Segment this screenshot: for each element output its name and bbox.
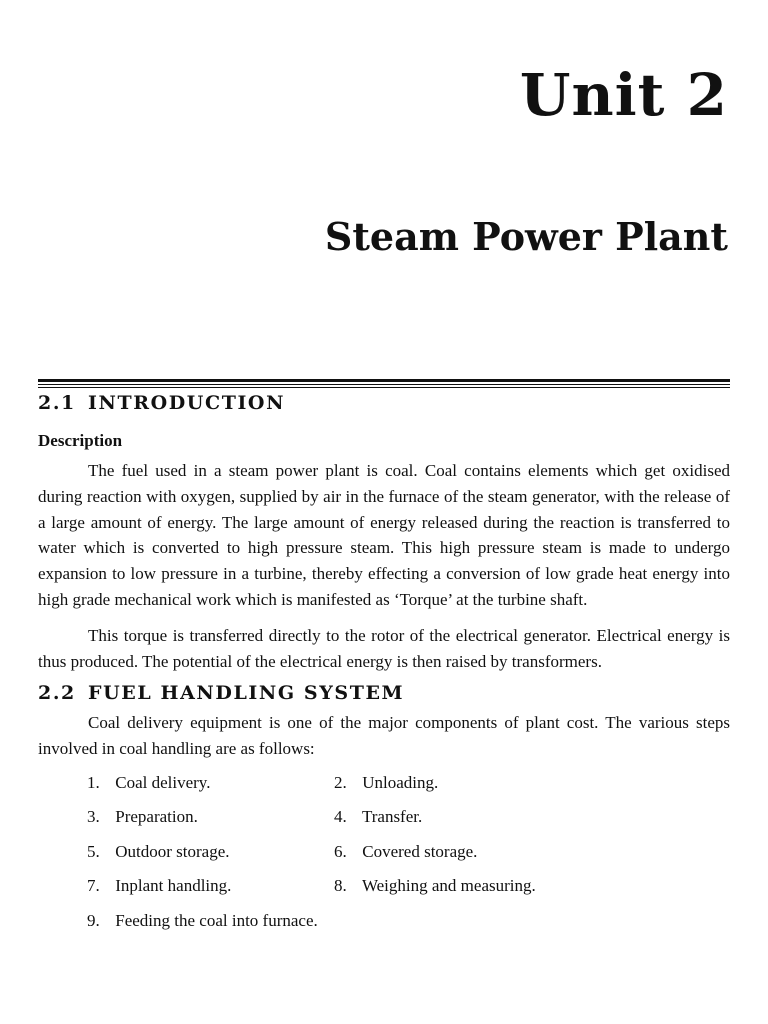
divider-rule — [38, 384, 730, 385]
list-item: 6. Covered storage. — [334, 841, 478, 861]
fuel-paragraph: Coal delivery equipment is one of the major components of plant cost. The various steps involved in coal handling are as follows: — [38, 713, 730, 759]
subheading-description: Description — [38, 431, 123, 450]
list-item: 1. Coal delivery. — [87, 772, 211, 792]
unit-title: Unit 2 — [519, 61, 728, 129]
section-heading-fuel-handling — [38, 680, 730, 710]
section-heading-introduction — [38, 390, 730, 420]
list-item: 7. Inplant handling. — [87, 876, 232, 896]
list-row — [38, 800, 730, 835]
section-title: INTRODUCTION — [88, 392, 286, 414]
list-item: 8. Weighing and measuring. — [334, 876, 536, 896]
section-title: FUEL HANDLING SYSTEM — [88, 682, 405, 705]
list-item: 9. Feeding the coal into furnace. — [87, 910, 318, 930]
list-item: 3. Preparation. — [87, 807, 198, 827]
section-number: 2.2 — [38, 682, 76, 705]
list-row — [38, 766, 730, 801]
divider-rule — [38, 387, 730, 388]
list-row — [38, 835, 730, 870]
intro-paragraph: The fuel used in a steam power plant is coal. Coal contains elements which get oxidised during reaction with oxygen, supplied by air in the furnace of the steam generator, with the release of a large amount of energy. The large amount of energy released during the reaction is transferred to water which is converted to high pressure steam. This high pressure steam is made to undergo expansion to low pressure in a turbine, thereby effecting a conversion of low grade heat energy into high grade mechanical work which is manifested as ‘Torque’ at the turbine shaft. — [38, 461, 730, 609]
divider-rule — [38, 379, 730, 382]
list-item: 5. Outdoor storage. — [87, 841, 230, 861]
section-number: 2.1 — [38, 392, 76, 414]
list-row — [38, 869, 730, 904]
intro-paragraph: This torque is transferred directly to the rotor of the electrical generator. Electrical energy is thus produced. The potential of the electrical energy is then raised by transformers. — [38, 625, 730, 671]
list-item: 2. Unloading. — [334, 772, 439, 792]
coal-handling-steps — [38, 766, 730, 939]
page-content — [38, 390, 730, 938]
list-row — [38, 904, 730, 939]
list-item: 4. Transfer. — [334, 807, 423, 827]
chapter-title: Steam Power Plant — [324, 214, 728, 259]
